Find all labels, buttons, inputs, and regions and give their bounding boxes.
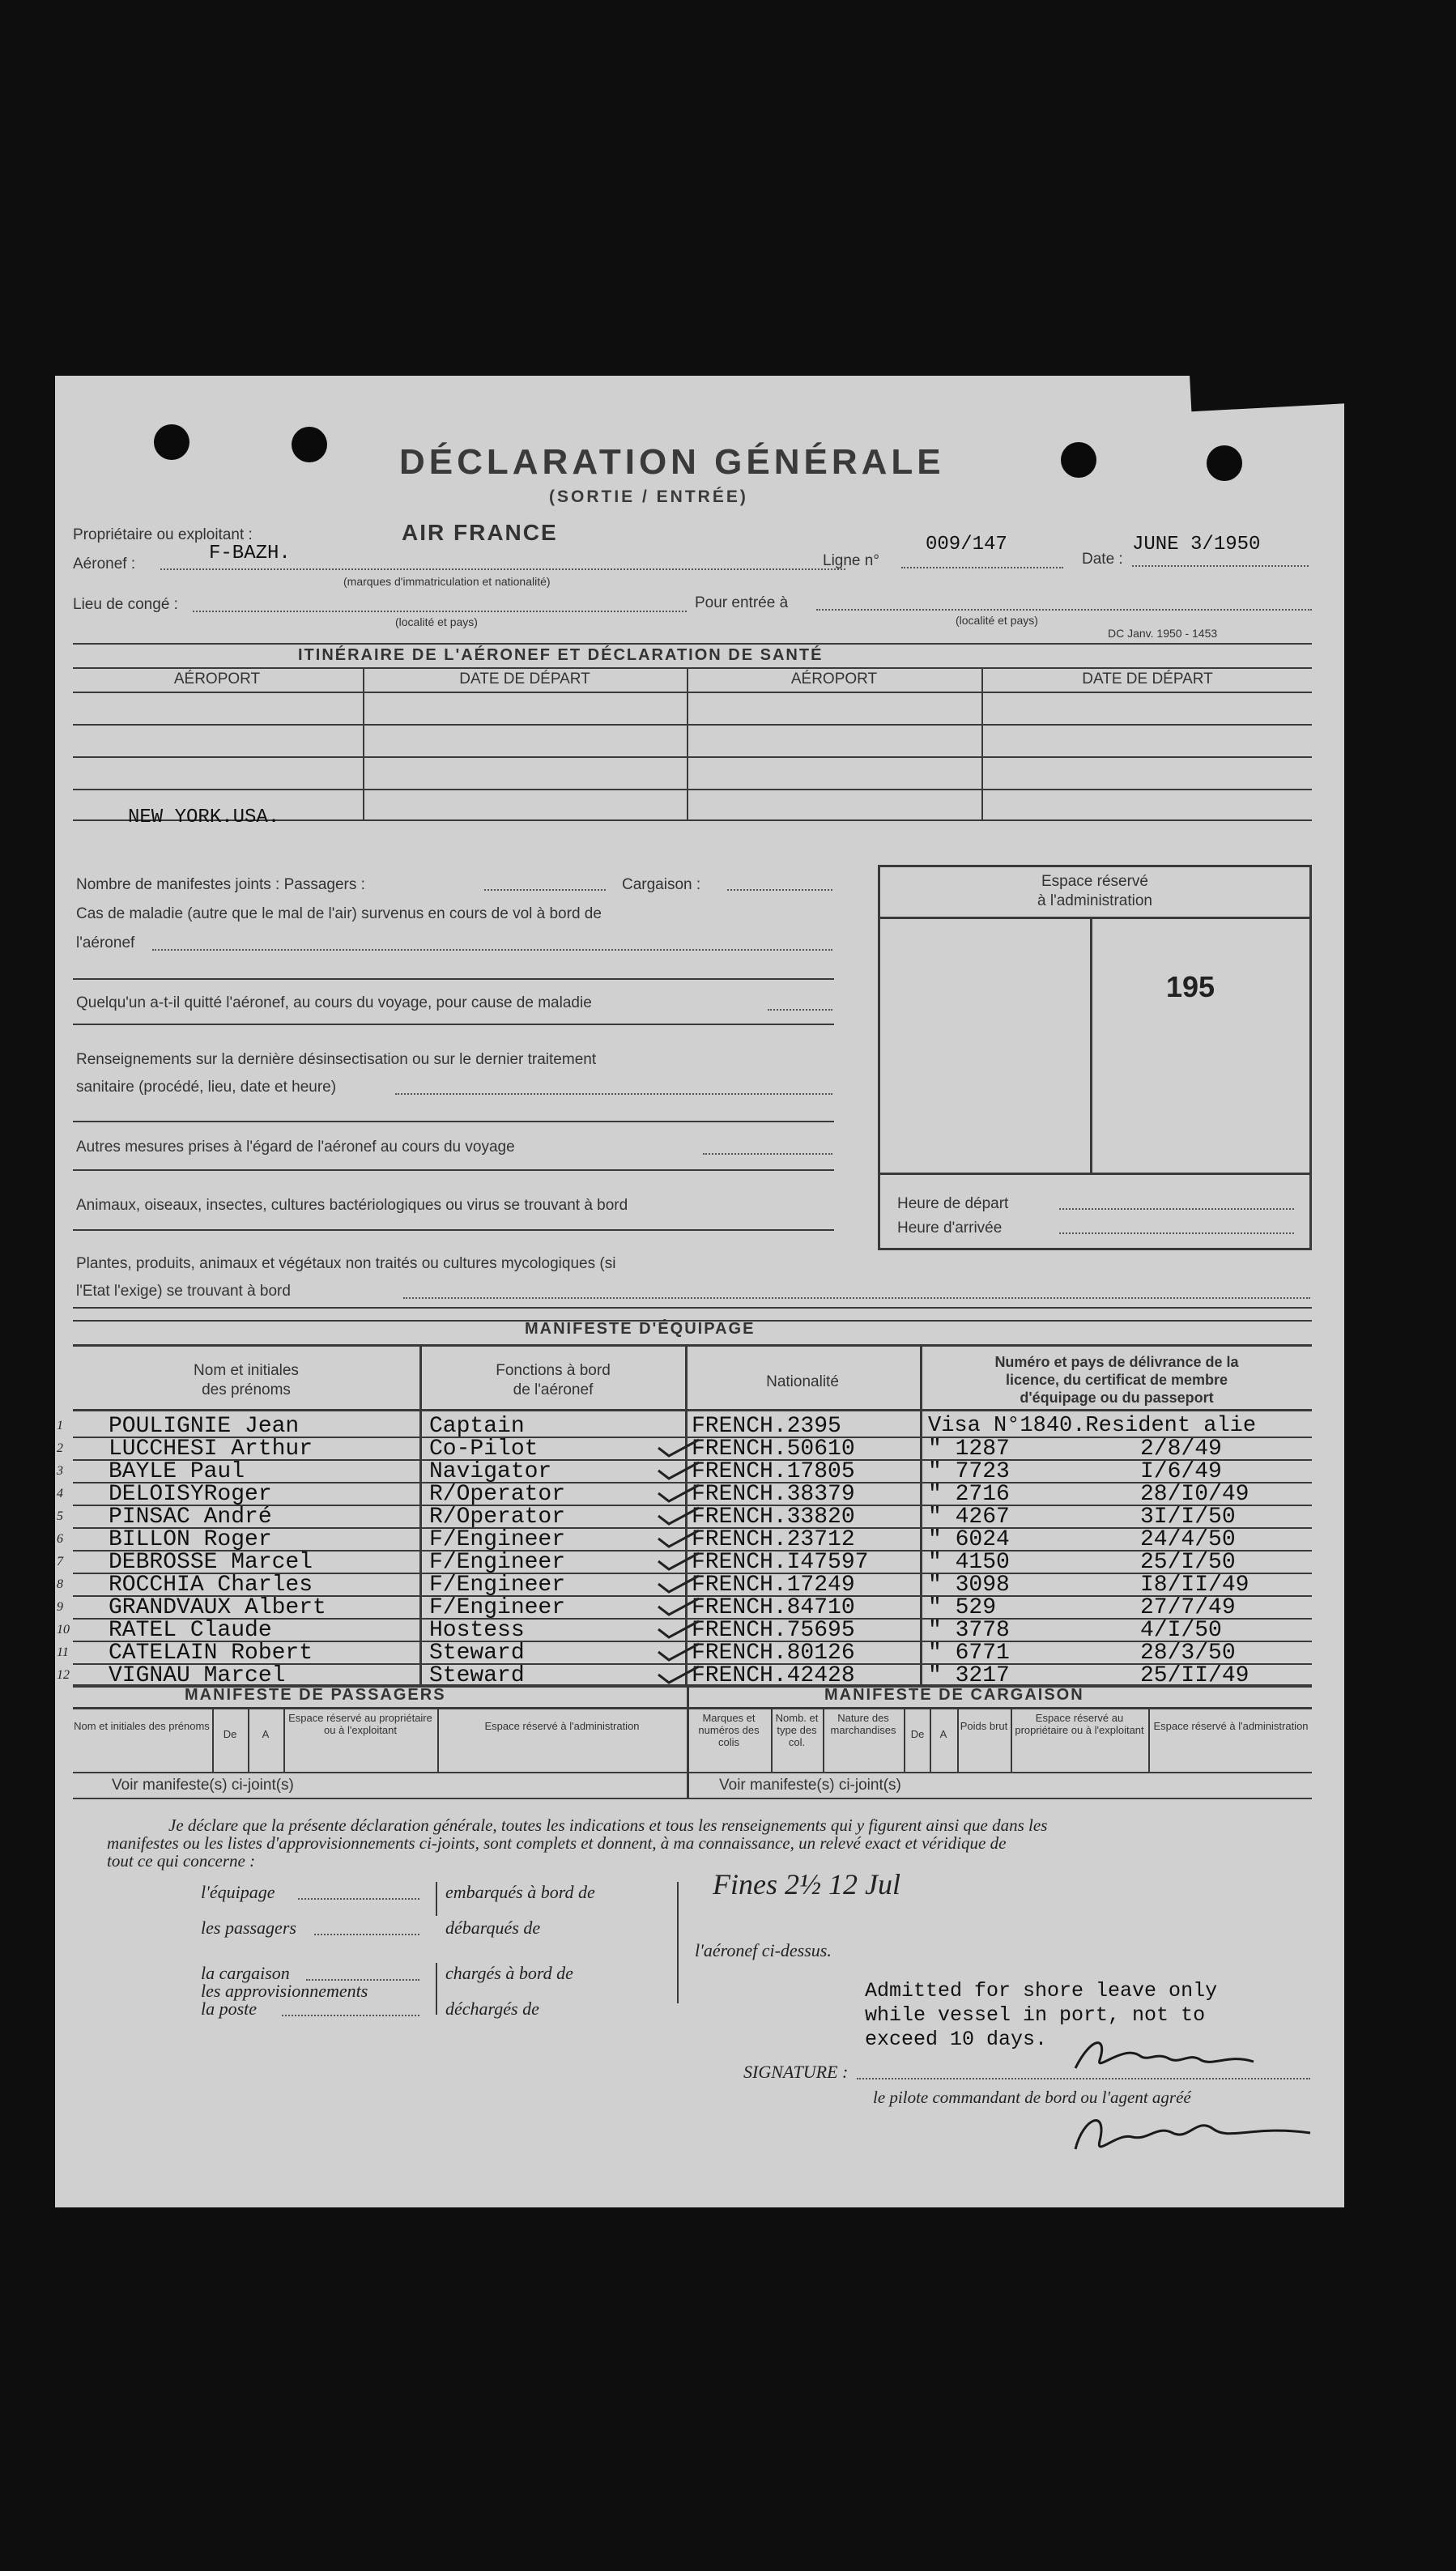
check-mark-icon <box>654 1459 703 1482</box>
crew-nationality: FRENCH.17249 <box>692 1573 855 1598</box>
entry-label: Pour entrée à <box>695 594 789 611</box>
crew-name: PINSAC André <box>109 1505 272 1530</box>
check-mark-icon <box>654 1573 703 1595</box>
crew-licence: " 4267 <box>928 1505 1010 1530</box>
crew-row-index: 3 <box>57 1464 63 1478</box>
check-mark-icon <box>654 1482 703 1505</box>
label-supplies: les approvisionnements <box>201 1981 368 2001</box>
crew-manifest-title: MANIFESTE D'ÉQUIPAGE <box>525 1320 756 1338</box>
punch-hole <box>154 424 189 460</box>
owner-value: AIR FRANCE <box>402 520 558 545</box>
col-departure-date-2: DATE DE DÉPART <box>1082 670 1213 687</box>
pax-see-manifest: Voir manifeste(s) ci-joint(s) <box>112 1777 294 1794</box>
crew-nationality: FRENCH.50610 <box>692 1437 855 1462</box>
crew-row-index: 11 <box>57 1645 69 1659</box>
col-pax-to: A <box>262 1728 270 1740</box>
col-pax-admin: Espace réservé à l'administration <box>484 1720 640 1732</box>
punch-hole <box>1207 445 1242 481</box>
col-crew-function-1: Fonctions à bord <box>496 1362 611 1379</box>
crew-licence-date: 25/II/49 <box>1140 1663 1250 1688</box>
crew-name: BAYLE Paul <box>109 1459 245 1484</box>
declaration-line-1: Je déclare que la présente déclaration générale, toutes les indications et tous les renseignements qui y figurent ainsi que dans les <box>168 1815 1048 1835</box>
crew-licence: " 7723 <box>928 1459 1010 1484</box>
question-plants-1: Plantes, produits, animaux et végétaux non traités ou cultures mycologiques (si <box>76 1255 616 1272</box>
crew-licence-date: 28/I0/49 <box>1140 1482 1250 1507</box>
handwritten-date: Fines 2½ 12 Jul <box>713 1868 900 1901</box>
departure-place-label: Lieu de congé : <box>73 596 178 613</box>
crew-licence-date: 2/8/49 <box>1140 1437 1222 1462</box>
crew-row-index: 12 <box>57 1668 70 1682</box>
label-embarked: embarqués à bord de <box>445 1882 595 1902</box>
captain-signature <box>1067 2101 1326 2165</box>
cargo-see-manifest: Voir manifeste(s) ci-joint(s) <box>719 1777 901 1794</box>
arrival-time-label: Heure d'arrivée <box>897 1220 1003 1237</box>
crew-nationality: FRENCH.84710 <box>692 1595 855 1620</box>
itinerary-title: ITINÉRAIRE DE L'AÉRONEF ET DÉCLARATION DE SANTÉ <box>298 646 824 664</box>
owner-label: Propriétaire ou exploitant : <box>73 526 253 543</box>
col-crew-function-2: de l'aéronef <box>513 1381 594 1398</box>
col-cargo-to: A <box>939 1728 947 1740</box>
label-loaded: chargés à bord de <box>445 1963 573 1983</box>
crew-name: RATEL Claude <box>109 1618 272 1643</box>
label-disembarked: débarqués de <box>445 1918 541 1938</box>
crew-row-index: 2 <box>57 1441 63 1455</box>
admitted-line-1: Admitted for shore leave only <box>865 1979 1218 2003</box>
col-airport-1: AÉROPORT <box>173 670 261 687</box>
crew-function: R/Operator <box>429 1505 566 1530</box>
form-subtitle: (SORTIE / ENTRÉE) <box>549 487 748 506</box>
crew-nationality: FRENCH.80126 <box>692 1641 855 1666</box>
col-cargo-weight: Poids brut <box>960 1720 1008 1732</box>
crew-row-index: 7 <box>57 1555 63 1569</box>
crew-licence: " 3778 <box>928 1618 1010 1643</box>
crew-licence: " 6024 <box>928 1527 1010 1552</box>
aircraft-label: Aéronef : <box>73 555 136 573</box>
crew-nationality: FRENCH.17805 <box>692 1459 855 1484</box>
cargo-count-label: Cargaison : <box>622 876 701 893</box>
crew-row-index: 10 <box>57 1623 70 1637</box>
col-cargo-marks: Marques et numéros des colis <box>698 1712 760 1748</box>
passenger-manifest-title: MANIFESTE DE PASSAGERS <box>185 1686 446 1704</box>
crew-name: BILLON Roger <box>109 1527 272 1552</box>
crew-name: DELOISYRoger <box>109 1482 272 1507</box>
crew-function: Co-Pilot <box>429 1437 539 1462</box>
crew-function: F/Engineer <box>429 1527 566 1552</box>
crew-licence: " 3217 <box>928 1663 1010 1688</box>
cargo-manifest-title: MANIFESTE DE CARGAISON <box>824 1686 1084 1704</box>
question-left-aircraft: Quelqu'un a-t-il quitté l'aéronef, au cours du voyage, pour cause de maladie <box>76 994 592 1011</box>
aircraft-value: F-BAZH. <box>209 543 291 564</box>
question-other-measures: Autres mesures prises à l'égard de l'aéronef au cours du voyage <box>76 1139 515 1156</box>
crew-licence: " 6771 <box>928 1641 1010 1666</box>
col-crew-licence-2: licence, du certificat de membre <box>1005 1372 1228 1388</box>
entry-note: (localité et pays) <box>956 614 1038 627</box>
crew-row-index: 9 <box>57 1600 63 1614</box>
crew-licence: " 2716 <box>928 1482 1010 1507</box>
itinerary-entry: NEW YORK.USA. <box>128 807 280 828</box>
question-animals: Animaux, oiseaux, insectes, cultures bactériologiques ou virus se trouvant à bord <box>76 1197 628 1214</box>
crew-name: LUCCHESI Arthur <box>109 1437 313 1462</box>
line-value: 009/147 <box>926 534 1007 555</box>
col-pax-owner: Espace réservé au propriétaire ou à l'exploitant <box>288 1712 432 1736</box>
check-mark-icon <box>654 1505 703 1527</box>
check-mark-icon <box>654 1663 703 1686</box>
signature-label: SIGNATURE : <box>743 2062 849 2082</box>
crew-licence: " 529 <box>928 1595 997 1620</box>
label-cargo: la cargaison <box>201 1963 290 1983</box>
check-mark-icon <box>654 1595 703 1618</box>
admin-title-1: Espace réservé <box>1041 873 1148 890</box>
declaration-form <box>55 376 1344 2207</box>
admin-box <box>878 865 1312 1250</box>
crew-row-index: 4 <box>57 1487 63 1500</box>
crew-function: F/Engineer <box>429 1573 566 1598</box>
crew-name: POULIGNIE Jean <box>109 1414 300 1439</box>
crew-nationality: FRENCH.I47597 <box>692 1550 869 1575</box>
label-aircraft-above: l'aéronef ci-dessus. <box>695 1940 832 1960</box>
label-unloaded: déchargés de <box>445 1998 539 2019</box>
departure-place-note: (localité et pays) <box>395 615 478 628</box>
form-reference: DC Janv. 1950 - 1453 <box>1108 627 1218 640</box>
signer-note: le pilote commandant de bord ou l'agent agréé <box>873 2088 1191 2107</box>
crew-function: Steward <box>429 1663 525 1688</box>
question-illness-1: Cas de maladie (autre que le mal de l'air) survenus en cours de vol à bord de <box>76 905 602 922</box>
crew-nationality: FRENCH.2395 <box>692 1414 841 1439</box>
crew-row-index: 5 <box>57 1509 63 1523</box>
crew-licence-date: I8/II/49 <box>1140 1573 1250 1598</box>
col-pax-from: De <box>223 1728 237 1740</box>
crew-function: F/Engineer <box>429 1595 566 1620</box>
crew-nationality: FRENCH.42428 <box>692 1663 855 1688</box>
officer-signature <box>1067 2028 1310 2084</box>
col-cargo-number: Nomb. et type des col. <box>775 1712 819 1748</box>
col-crew-licence-1: Numéro et pays de délivrance de la <box>994 1354 1239 1370</box>
form-title: DÉCLARATION GÉNÉRALE <box>399 442 945 482</box>
declaration-line-3: tout ce qui concerne : <box>107 1851 256 1871</box>
manifests-label: Nombre de manifestes joints : Passagers : <box>76 876 365 893</box>
crew-name: VIGNAU Marcel <box>109 1663 286 1688</box>
admitted-line-2: while vessel in port, not to <box>865 2003 1206 2027</box>
col-cargo-admin: Espace réservé à l'administration <box>1153 1720 1309 1732</box>
crew-function: R/Operator <box>429 1482 566 1507</box>
crew-licence-date: 24/4/50 <box>1140 1527 1236 1552</box>
label-passengers: les passagers <box>201 1918 296 1938</box>
question-disinsection-1: Renseignements sur la dernière désinsectisation ou sur le dernier traitement <box>76 1051 597 1068</box>
label-mail: la poste <box>201 1998 258 2019</box>
crew-name: GRANDVAUX Albert <box>109 1595 326 1620</box>
crew-licence: " 4150 <box>928 1550 1010 1575</box>
crew-name: CATELAIN Robert <box>109 1641 313 1666</box>
col-departure-date-1: DATE DE DÉPART <box>459 670 590 687</box>
question-plants-2: l'Etat l'exige) se trouvant à bord <box>76 1283 291 1300</box>
crew-function: Navigator <box>429 1459 552 1484</box>
admitted-line-3: exceed 10 days. <box>865 2028 1048 2051</box>
check-mark-icon <box>654 1618 703 1641</box>
question-illness-2: l'aéronef <box>76 934 135 951</box>
col-pax-name: Nom et initiales des prénoms <box>74 1720 210 1732</box>
date-value: JUNE 3/1950 <box>1132 534 1261 555</box>
crew-nationality: FRENCH.75695 <box>692 1618 855 1643</box>
declaration-line-2: manifestes ou les listes d'approvisionnements ci-joints, sont complets et donnent, à ma connaissance, un relevé exact et véridique de <box>107 1833 1007 1853</box>
aircraft-note: (marques d'immatriculation et nationalité) <box>343 575 551 588</box>
question-disinsection-2: sanitaire (procédé, lieu, date et heure) <box>76 1079 337 1096</box>
departure-time-label: Heure de départ <box>897 1195 1009 1212</box>
crew-row-index: 8 <box>57 1577 63 1591</box>
punch-hole <box>292 427 327 462</box>
crew-function: Hostess <box>429 1618 525 1643</box>
crew-nationality: FRENCH.38379 <box>692 1482 855 1507</box>
col-cargo-nature: Nature des marchandises <box>830 1712 896 1736</box>
col-crew-nationality: Nationalité <box>766 1373 839 1390</box>
crew-licence-date: 4/I/50 <box>1140 1618 1222 1643</box>
crew-row-index: 1 <box>57 1419 63 1432</box>
crew-function: F/Engineer <box>429 1550 566 1575</box>
crew-licence-date: I/6/49 <box>1140 1459 1222 1484</box>
col-cargo-from: De <box>910 1728 925 1740</box>
crew-name: DEBROSSE Marcel <box>109 1550 313 1575</box>
crew-name: ROCCHIA Charles <box>109 1573 313 1598</box>
col-cargo-owner: Espace réservé au propriétaire ou à l'exploitant <box>1015 1712 1144 1736</box>
crew-licence: " 3098 <box>928 1573 1010 1598</box>
crew-licence: Visa N°1840.Resident alie <box>928 1414 1257 1438</box>
check-mark-icon <box>654 1527 703 1550</box>
crew-licence-date: 27/7/49 <box>1140 1595 1236 1620</box>
punch-hole <box>1061 442 1096 478</box>
col-crew-licence-3: d'équipage ou du passeport <box>1020 1390 1214 1406</box>
crew-nationality: FRENCH.23712 <box>692 1527 855 1552</box>
col-airport-2: AÉROPORT <box>790 670 878 687</box>
crew-licence-date: 28/3/50 <box>1140 1641 1236 1666</box>
col-crew-name-2: des prénoms <box>202 1381 291 1398</box>
crew-function: Steward <box>429 1641 525 1666</box>
admin-title-2: à l'administration <box>1037 892 1152 909</box>
crew-function: Captain <box>429 1414 525 1439</box>
check-mark-icon <box>654 1437 703 1459</box>
crew-nationality: FRENCH.33820 <box>692 1505 855 1530</box>
date-label: Date : <box>1082 551 1123 568</box>
line-label: Ligne n° <box>823 552 879 569</box>
crew-licence: " 1287 <box>928 1437 1010 1462</box>
check-mark-icon <box>654 1641 703 1663</box>
crew-row-index: 6 <box>57 1532 63 1546</box>
crew-licence-date: 3I/I/50 <box>1140 1505 1236 1530</box>
crew-licence-date: 25/I/50 <box>1140 1550 1236 1575</box>
col-crew-name-1: Nom et initiales <box>194 1362 299 1379</box>
check-mark-icon <box>654 1550 703 1573</box>
label-crew: l'équipage <box>201 1882 275 1902</box>
stamp-number: 195 <box>1166 970 1215 1003</box>
